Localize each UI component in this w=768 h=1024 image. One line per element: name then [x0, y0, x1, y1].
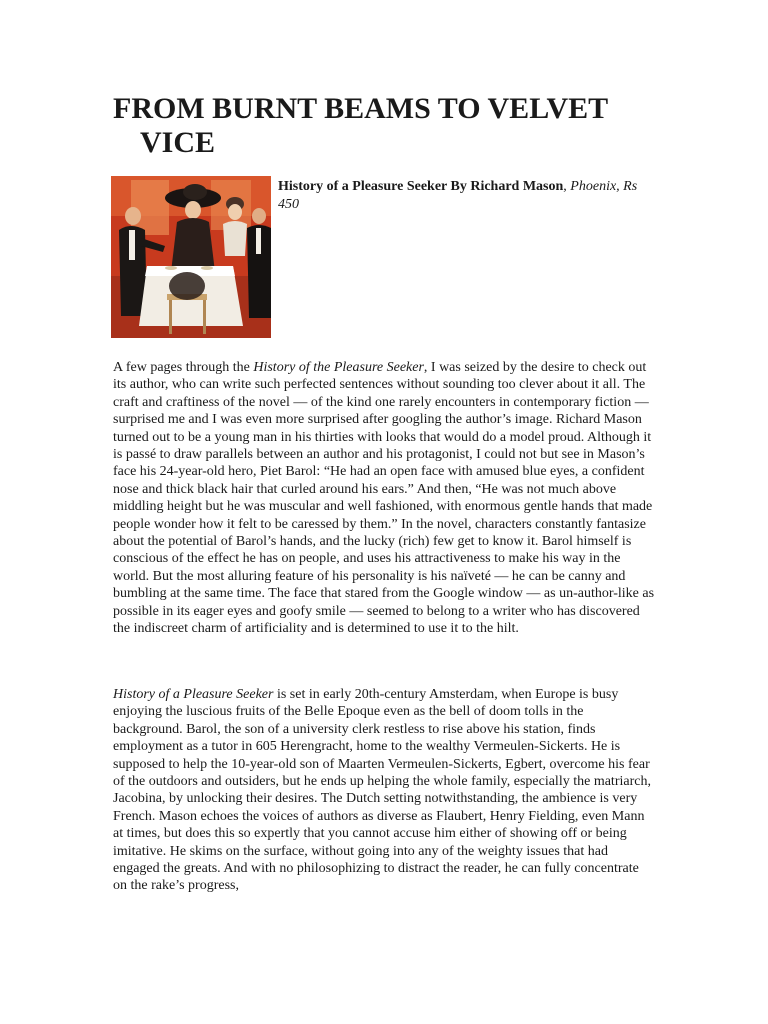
article-title — [113, 92, 653, 160]
book-cover-illustration — [111, 176, 271, 338]
paragraph-1-lead: A few pages through the — [113, 360, 254, 375]
body-paragraph-1 — [113, 359, 656, 638]
paragraph-2-book-title: History of a Pleasure Seeker — [113, 687, 274, 702]
book-title-author: History of a Pleasure Seeker By Richard Mason — [278, 179, 564, 194]
paragraph-2-text: is set in early 20th-century Amsterdam, when Europe is busy enjoying the luscious fruits of the Belle Epoque even as the bell of doom tolls in the background. Barol, the son of a university clerk restless to rise above his station, finds employment as a tutor in 605 Herengracht, home to the wealthy Vermeulen-Sickerts. He is supposed to help the 10-year-old son of Maarten Vermeulen-Sickerts, Egbert, overcome his fear of the outdoors and outsiders, but he ends up helping the whole family, especially the matriarch, Jacobina, by unlocking their desires. The Dutch setting notwithstanding, the ambience is very French. Mason echoes the voices of authors as diverse as Flaubert, Henry Fielding, even Mann at times, but does this so expertly that you cannot accuse him either of showing off or being imitative. He skims on the surface, without going into any of the weighty issues that had engaged the greats. And with no philosophizing to distract the reader, he can fully concentrate on the rake’s progress, — [113, 687, 651, 894]
book-byline: History of a Pleasure Seeker By Richard Mason, Phoenix, Rs 450 — [278, 179, 638, 212]
title-line-1: FROM BURNT BEAMS TO VELVET — [113, 92, 609, 125]
paragraph-1-book-title: History of the Pleasure Seeker — [253, 360, 424, 375]
publisher-price: Phoenix, Rs 450 — [278, 179, 638, 212]
paragraph-1-text: , I was seized by the desire to check out its author, who can write such perfected sentences without sounding too clever about it all. The craft and craftiness of the novel — of the kind one rarely encounters in contemporary fiction — surprised me and I was even more surprised after googling the author’s image. Richard Mason turned out to be a young man in his thirties with looks that would do a model proud. Although it is passé to draw parallels between an author and his protagonist, I could not but see in Mason’s face his 24-year-old hero, Piet Barol: “He had an open face with amused blue eyes, a confident nose and thick black hair that curled around his ears.” And then, “He was not much above middling height but he was muscular and well fashioned, with enormous gentle hands that made people wonder how it felt to be caressed by them.” In the novel, characters constantly fantasize about the potential of Barol’s hands, and the lucky (rich) few get to know it. Barol himself is conscious of the effect he has on people, and uses his attractiveness to make his way in the world. But the most alluring feature of his personality is his naïveté — he can be canny and bumbling at the same time. The face that stared from the Google window — as un-author-like as possible in its eager eyes and goofy smile — seemed to belong to a writer who has discovered the indiscreet charm of artificiality and is determined to use it to the hilt. — [113, 360, 655, 637]
title-line-2: VICE — [140, 126, 216, 159]
body-paragraph-2 — [113, 686, 656, 895]
